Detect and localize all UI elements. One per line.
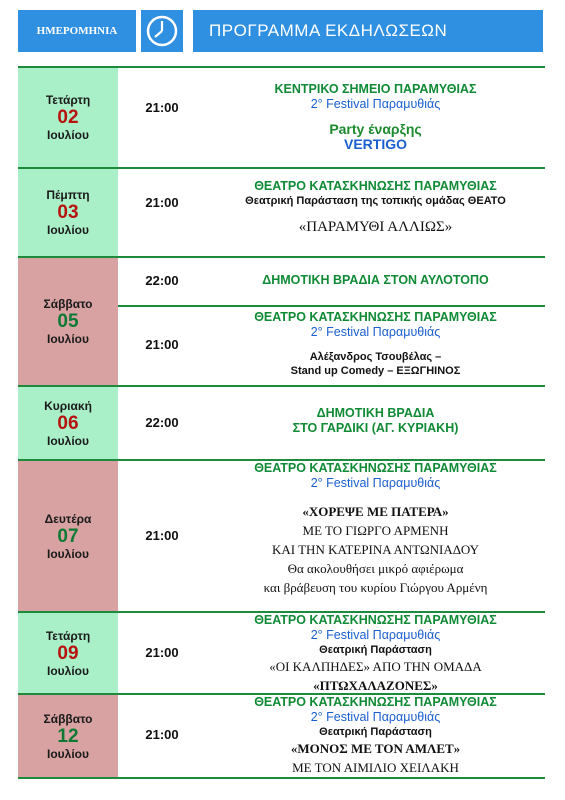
schedule-row — [18, 461, 545, 611]
date-cell — [18, 68, 118, 167]
festival-label: 2° Festival Παραμυθιάς — [310, 710, 441, 724]
weekday: Τετάρτη — [45, 628, 91, 643]
weekday: Σάββατο — [43, 711, 93, 726]
date-cell — [18, 695, 118, 777]
event-note: Θα ακολουθήσει μικρό αφιέρωμα — [287, 561, 464, 576]
event-details — [206, 310, 545, 378]
month: Ιουλίου — [47, 546, 89, 561]
day-number: 12 — [57, 725, 79, 747]
date-column-header — [18, 10, 136, 52]
month: Ιουλίου — [47, 223, 89, 237]
month: Ιουλίου — [47, 128, 89, 142]
event-details — [206, 406, 545, 436]
event-time: 21:00 — [145, 528, 179, 543]
event-performer: Αλέξανδρος Τσουβέλας – — [309, 351, 442, 363]
event-venue: ΔΗΜΟΤΙΚΗ ΒΡΑΔΙΑ — [316, 406, 435, 420]
event-time: 21:00 — [145, 100, 179, 115]
page-title — [193, 10, 543, 52]
schedule-row — [18, 169, 545, 256]
event-title: «ΟΙ ΚΑΛΠΗΔΕΣ» ΑΠΟ ΤΗΝ ΟΜΑΔΑ — [269, 659, 482, 674]
day-number: 07 — [57, 525, 79, 547]
event-venue: ΘΕΑΤΡΟ ΚΑΤΑΣΚΗΝΩΣΗΣ ΠΑΡΑΜΥΘΙΑΣ — [254, 461, 497, 475]
event-venue: ΘΕΑΤΡΟ ΚΑΤΑΣΚΗΝΩΣΗΣ ΠΑΡΑΜΥΘΙΑΣ — [254, 695, 497, 709]
event-title: Stand up Comedy – ΕΞΩΓΗΙΝΟΣ — [290, 365, 461, 377]
event-time: 22:00 — [145, 415, 179, 430]
date-cell — [18, 461, 118, 611]
schedule-row — [18, 258, 545, 385]
event-performer: ΜΕ ΤΟΝ ΑΙΜΙΛΙΟ ΧΕΙΛΑΚΗ — [292, 760, 459, 775]
day-number: 09 — [57, 642, 79, 664]
weekday: Κυριακή — [44, 398, 92, 413]
event-details — [206, 179, 545, 237]
event-time: 22:00 — [145, 273, 179, 288]
weekday: Σάββατο — [43, 297, 93, 311]
schedule-row — [18, 695, 545, 777]
event-venue: ΔΗΜΟΤΙΚΗ ΒΡΑΔΙΑ ΣΤΟΝ ΑΥΛΟΤΟΠΟ — [262, 273, 489, 287]
event-time: 21:00 — [145, 195, 179, 210]
event-details — [206, 613, 545, 695]
event-time: 21:00 — [145, 337, 179, 352]
event-venue: ΚΕΝΤΡΙΚΟ ΣΗΜΕΙΟ ΠΑΡΑΜΥΘΙΑΣ — [274, 82, 477, 96]
event-performer: VERTIGO — [343, 136, 407, 152]
schedule-row — [18, 613, 545, 693]
weekday: Τετάρτη — [45, 93, 91, 107]
event-group: «ΠΤΩΧΑΛΑΖΟΝΕΣ» — [313, 678, 438, 693]
festival-label: 2° Festival Παραμυθιάς — [310, 628, 441, 642]
date-header-label: ΗΜΕΡΟΜΗΝΙΑ — [36, 25, 118, 37]
event-time: 21:00 — [145, 645, 179, 660]
event-details — [206, 82, 545, 152]
event-title: «ΧΟΡΕΨΕ ΜΕ ΠΑΤΕΡΑ» — [302, 504, 449, 519]
event-description: Θεατρική Παράσταση — [319, 726, 432, 738]
festival-label: 2° Festival Παραμυθιάς — [310, 97, 441, 111]
page-title-text: ΠΡΟΓΡΑΜΜΑ ΕΚΔΗΛΩΣΕΩΝ — [209, 21, 448, 40]
month: Ιουλίου — [47, 663, 89, 678]
schedule-row — [18, 387, 545, 459]
weekday: Δευτέρα — [44, 511, 92, 526]
month: Ιουλίου — [47, 332, 89, 346]
event-venue: ΘΕΑΤΡΟ ΚΑΤΑΣΚΗΝΩΣΗΣ ΠΑΡΑΜΥΘΙΑΣ — [254, 613, 497, 627]
event-description: Θεατρική Παράσταση της τοπικής ομάδας ΘΕΑΤΟ — [245, 195, 506, 207]
event-venue: ΘΕΑΤΡΟ ΚΑΤΑΣΚΗΝΩΣΗΣ ΠΑΡΑΜΥΘΙΑΣ — [254, 310, 497, 324]
day-number: 02 — [57, 107, 79, 128]
festival-label: 2° Festival Παραμυθιάς — [310, 325, 441, 339]
event-time: 21:00 — [145, 727, 179, 742]
event-performer: ΚΑΙ ΤΗΝ ΚΑΤΕΡΙΝΑ ΑΝΤΩΝΙΑΔΟΥ — [272, 542, 479, 557]
event-title: Party έναρξης — [329, 121, 422, 137]
clock-icon — [141, 10, 183, 52]
event-description: Θεατρική Παράσταση — [319, 644, 432, 656]
event-details — [206, 695, 545, 777]
event-venue-line2: ΣΤΟ ΓΑΡΔΙΚΙ (ΑΓ. ΚΥΡΙΑΚΗ) — [292, 421, 459, 435]
event-divider — [118, 305, 545, 307]
date-cell — [18, 613, 118, 693]
date-cell — [18, 258, 118, 385]
date-cell — [18, 387, 118, 459]
day-number: 03 — [57, 202, 79, 223]
event-title: «ΠΑΡΑΜΥΘΙ ΑΛΛΙΩΣ» — [298, 219, 453, 235]
event-title: «ΜΟΝΟΣ ΜΕ ΤΟΝ ΑΜΛΕΤ» — [290, 741, 461, 756]
month: Ιουλίου — [47, 746, 89, 761]
day-number: 06 — [57, 412, 79, 434]
weekday: Πέμπτη — [46, 188, 90, 202]
row-divider — [18, 777, 545, 779]
schedule-row — [18, 68, 545, 167]
event-details — [206, 273, 545, 288]
event-performer: ΜΕ ΤΟ ΓΙΩΡΓΟ ΑΡΜΕΝΗ — [302, 523, 449, 538]
event-note: και βράβευση του κυρίου Γιώργου Αρμένη — [263, 580, 488, 595]
event-details — [206, 461, 545, 597]
event-venue: ΘΕΑΤΡΟ ΚΑΤΑΣΚΗΝΩΣΗΣ ΠΑΡΑΜΥΘΙΑΣ — [254, 179, 497, 193]
day-number: 05 — [57, 311, 79, 332]
date-cell — [18, 169, 118, 256]
festival-label: 2° Festival Παραμυθιάς — [310, 476, 441, 490]
month: Ιουλίου — [47, 433, 89, 448]
